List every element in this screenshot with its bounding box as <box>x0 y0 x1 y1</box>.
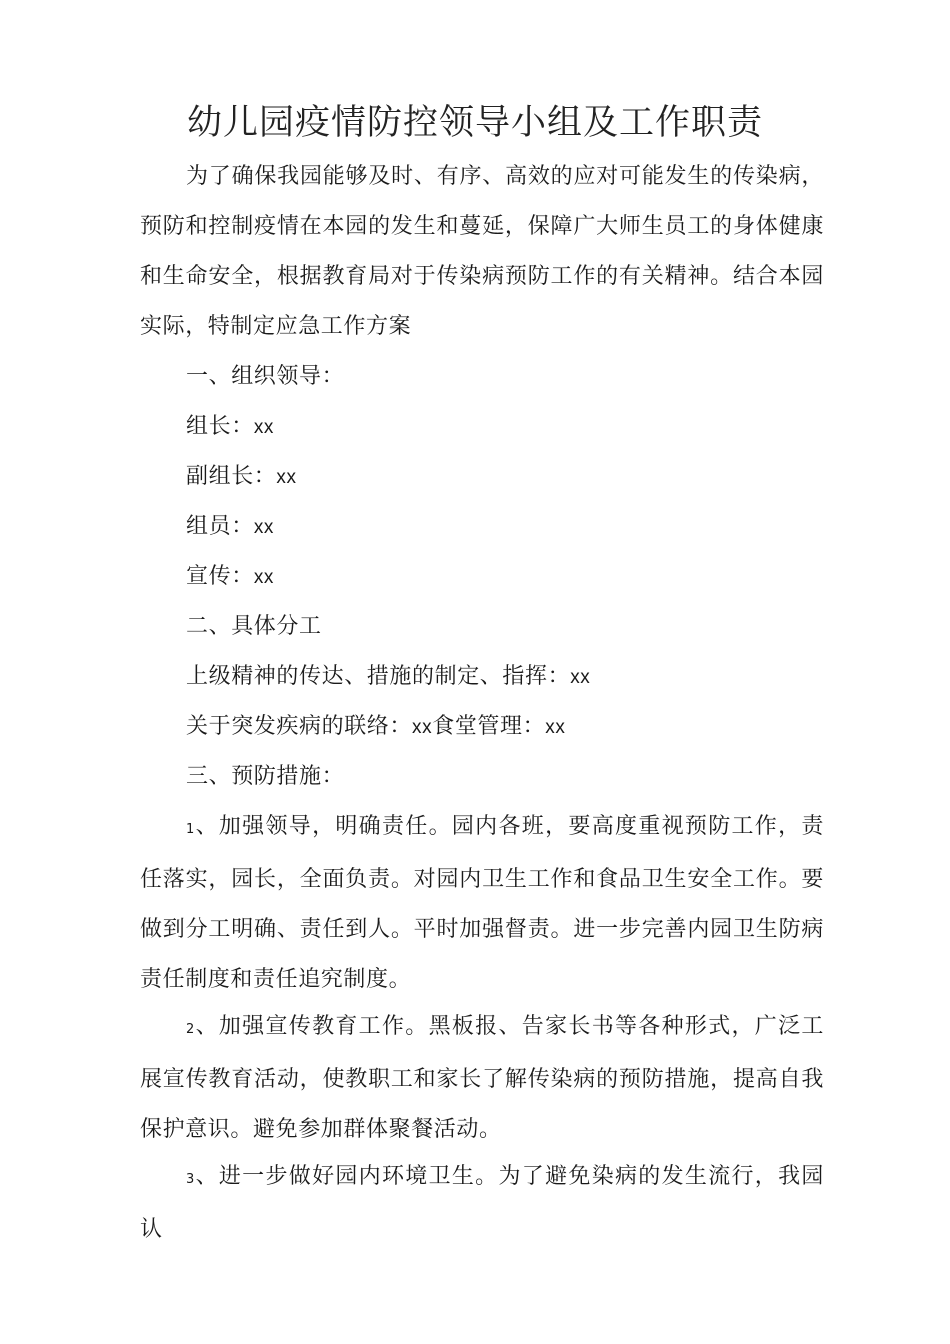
item2-number: 2 <box>186 1022 195 1037</box>
document-title: 幼儿园疫情防控领导小组及工作职责 <box>186 103 763 143</box>
section2-heading: 二、具体分工 <box>186 614 322 639</box>
section1-heading: 一、组织领导： <box>186 364 345 389</box>
measure-item-2 <box>140 1002 824 1155</box>
duty1-value: xx <box>570 667 591 688</box>
duty3-label: 食堂管理： <box>432 714 546 739</box>
leader-label: 组长： <box>186 414 254 439</box>
measure-item-3 <box>140 1152 824 1255</box>
publicity-value: xx <box>253 567 275 588</box>
item3-number: 3 <box>186 1172 195 1187</box>
publicity-label: 宣传： <box>186 564 254 589</box>
duty2-value: xx <box>412 717 433 738</box>
measure-item-1 <box>140 802 824 1005</box>
duty3-value: xx <box>545 717 566 738</box>
member-line <box>186 502 274 553</box>
leader-value: xx <box>253 417 275 438</box>
item1-text: 、加强领导，明确责任。园内各班，要高度重视预防工作，责任落实，园长，全面负责。对园内卫生工作和食品卫生安全工作。要做到分工明确、责任到人。平时加强督责。进一步完善内园卫生防病责任制度和责任追究制度。 <box>140 814 824 992</box>
publicity-line <box>186 552 274 603</box>
duty1-label: 上级精神的传达、措施的制定、指挥： <box>186 664 571 689</box>
deputy-label: 副组长： <box>186 464 277 489</box>
duty1-line <box>186 652 590 703</box>
item1-number: 1 <box>186 822 195 837</box>
item2-text: 、加强宣传教育工作。黑板报、告家长书等各种形式，广泛工展宣传教育活动，使教职工和家长了解传染病的预防措施，提高自我保护意识。避免参加群体聚餐活动。 <box>140 1014 824 1142</box>
member-value: xx <box>253 517 275 538</box>
duty2-label: 关于突发疾病的联络： <box>186 714 413 739</box>
duty2-line <box>186 702 565 753</box>
section3-heading: 三、预防措施： <box>186 764 345 789</box>
member-label: 组员： <box>186 514 254 539</box>
deputy-line <box>186 452 297 503</box>
deputy-value: xx <box>276 467 297 488</box>
leader-line <box>186 402 274 453</box>
intro-paragraph: 为了确保我园能够及时、有序、高效的应对可能发生的传染病，预防和控制疫情在本园的发生和蔓延，保障广大师生员工的身体健康和生命安全，根据教育局对于传染病预防工作的有关精神。结合本园实际，特制定应急工作方案 <box>140 164 824 339</box>
item3-text: 、进一步做好园内环境卫生。为了避免染病的发生流行，我园认 <box>140 1164 824 1242</box>
